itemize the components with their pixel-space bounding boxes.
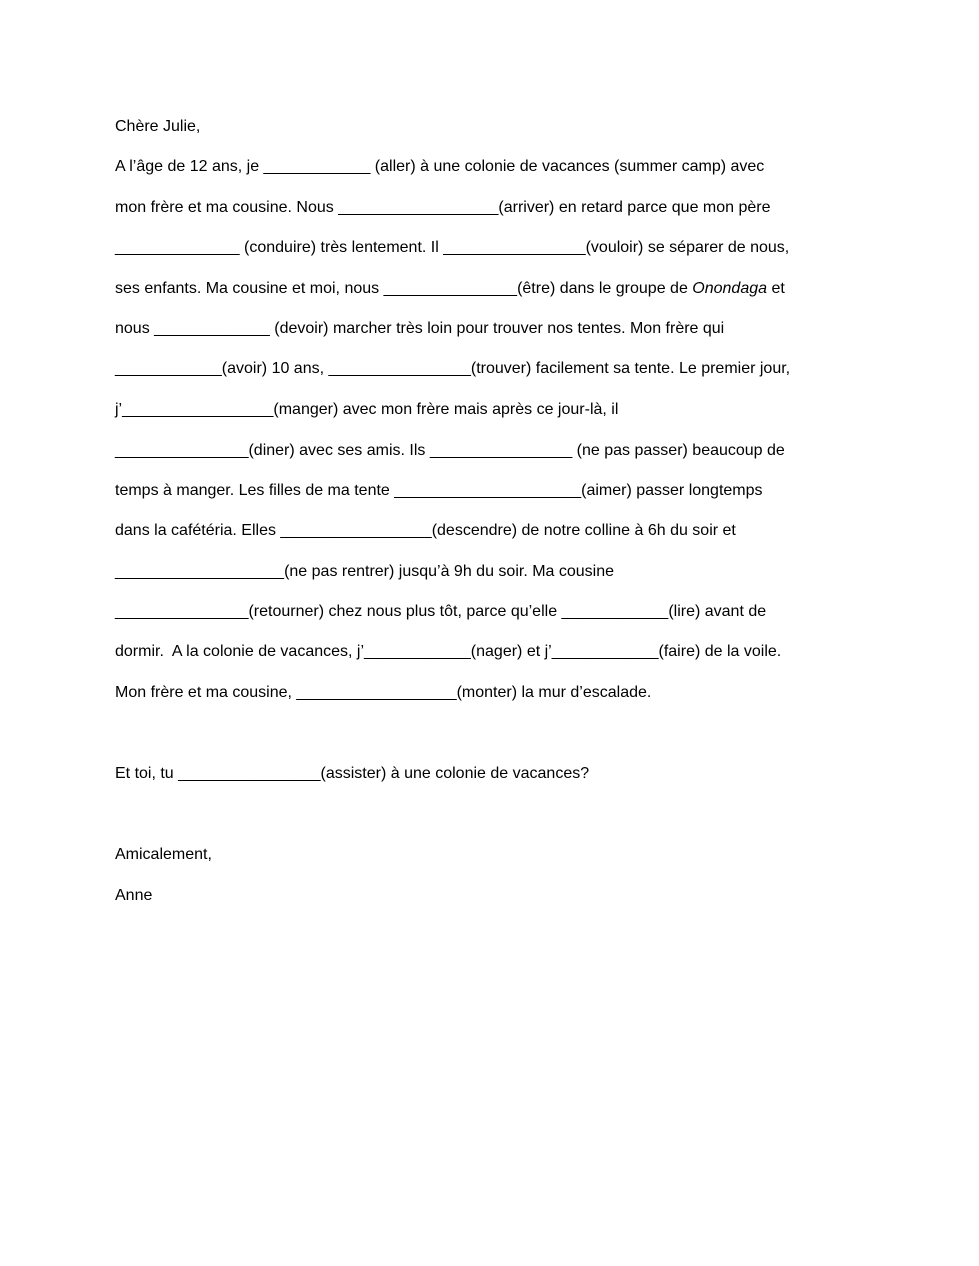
letter-line-5: nous _____________ (devoir) marcher très loin pour trouver nos tentes. Mon frère qui: [115, 320, 725, 337]
letter-line-4-text: ses enfants. Ma cousine et moi, nous _______________(être) dans le groupe de: [115, 280, 693, 297]
letter-closing: Amicalement,: [115, 846, 212, 863]
letter-line-9: temps à manger. Les filles de ma tente _____________________(aimer) passer longtemps: [115, 482, 763, 499]
letter-signature: Anne: [115, 887, 153, 904]
letter-line-12: _______________(retourner) chez nous plus tôt, parce qu’elle ____________(lire) avant de: [115, 603, 767, 620]
letter-line-4-suffix: et: [767, 280, 785, 297]
letter-line-14: Mon frère et ma cousine, __________________(monter) la mur d’escalade.: [115, 684, 652, 701]
letter-greeting: Chère Julie,: [115, 118, 201, 135]
letter-line-10: dans la cafétéria. Elles _________________(descendre) de notre colline à 6h du soir et: [115, 522, 736, 539]
letter-line-3: ______________ (conduire) très lentement. Il ________________(vouloir) se séparer de nous,: [115, 239, 790, 256]
group-name: Onondaga: [692, 280, 768, 297]
letter-line-6: ____________(avoir) 10 ans, ________________(trouver) facilement sa tente. Le premier jour,: [115, 360, 791, 377]
letter-question: Et toi, tu ________________(assister) à une colonie de vacances?: [115, 765, 590, 782]
letter-line-7: j’_________________(manger) avec mon frère mais après ce jour-là, il: [115, 401, 619, 418]
letter-line-13: dormir. A la colonie de vacances, j’____________(nager) et j’____________(faire) de la voile.: [115, 643, 782, 660]
letter-line-11: ___________________(ne pas rentrer) jusqu’à 9h du soir. Ma cousine: [115, 563, 615, 580]
letter-line-1: A l’âge de 12 ans, je ____________ (aller) à une colonie de vacances (summer camp) avec: [115, 158, 765, 175]
letter-line-4: [115, 279, 785, 299]
letter-line-8: _______________(diner) avec ses amis. Ils ________________ (ne pas passer) beaucoup de: [115, 442, 785, 459]
letter-line-2: mon frère et ma cousine. Nous __________________(arriver) en retard parce que mon père: [115, 199, 771, 216]
